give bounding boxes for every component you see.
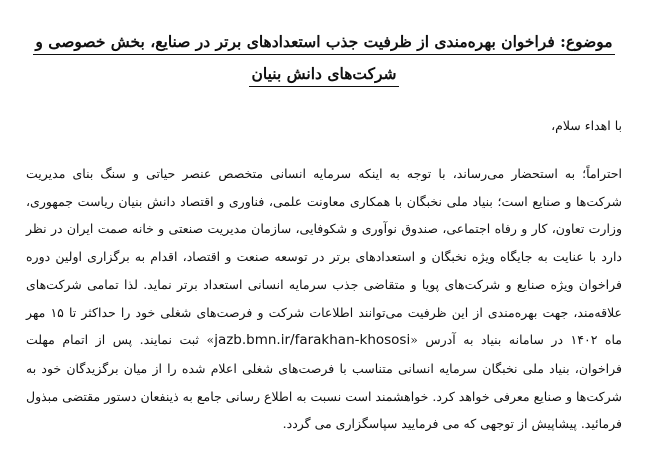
subject-line-1: موضوع: فراخوان بهره‌مندی از ظرفیت جذب استعدادهای برتر در صنایع، بخش خصوصی و [33, 30, 614, 55]
body-text-part-1: احتراماً؛ به استحضار می‌رساند، با توجه به اینکه سرمایه انسانی متخصص عنصر حیاتی و سنگ بنای مدیریت شرکت‌ها و صنایع است؛ بنیاد ملی نخبگان با همکاری معاونت علمی، فناوری و اقتصاد دانش بنیان ریاست جمهوری، وزارت تعاون، کار و رفاه اجتماعی، صندوق نوآوری و شکوفایی، سازمان مدیریت صنعتی و خانه صمت ایران در نظر دارد با عنایت به جایگاه ویژه نخبگان و استعدادهای برتر در توسعه صنعت و اقتصاد، اقدام به برگزاری اولین دوره فراخوان ویژه صنایع و شرکت‌های پویا و متقاضی جذب سرمایه انسانی استعداد برتر نماید. لذا تمامی شرکت‌های علاقه‌مند، جهت بهره‌مندی از این ظرفیت می‌توانند اطلاعات شرکت و فرصت‌های شغلی خود را حداکثر تا ۱۵ مهر ماه ۱۴۰۲ در سامانه بنیاد به آدرس « [26, 166, 623, 348]
letter-subject [26, 26, 622, 90]
letter-body [26, 160, 622, 438]
system-url: jazb.bmn.ir/farakhan-khososi [214, 332, 411, 349]
body-text-part-2: » ثبت نمایند. پس از اتمام مهلت فراخوان، بنیاد ملی نخبگان سرمایه انسانی متناسب با فرصت‌های شغلی اعلام شده را از میان برگزیدگان خود به شرکت‌ها و صنایع معرفی خواهد کرد. خواهشمند است نسبت به اطلاع رسانی جامع به ذینفعان دستور مقتضی مبذول فرمائید. پیشاپیش از توجهی که می فرمایید سپاسگزاری می گردد. [26, 332, 622, 432]
subject-line-2: شرکت‌های دانش بنیان [249, 62, 398, 87]
greeting: با اهداء سلام، [551, 118, 622, 133]
